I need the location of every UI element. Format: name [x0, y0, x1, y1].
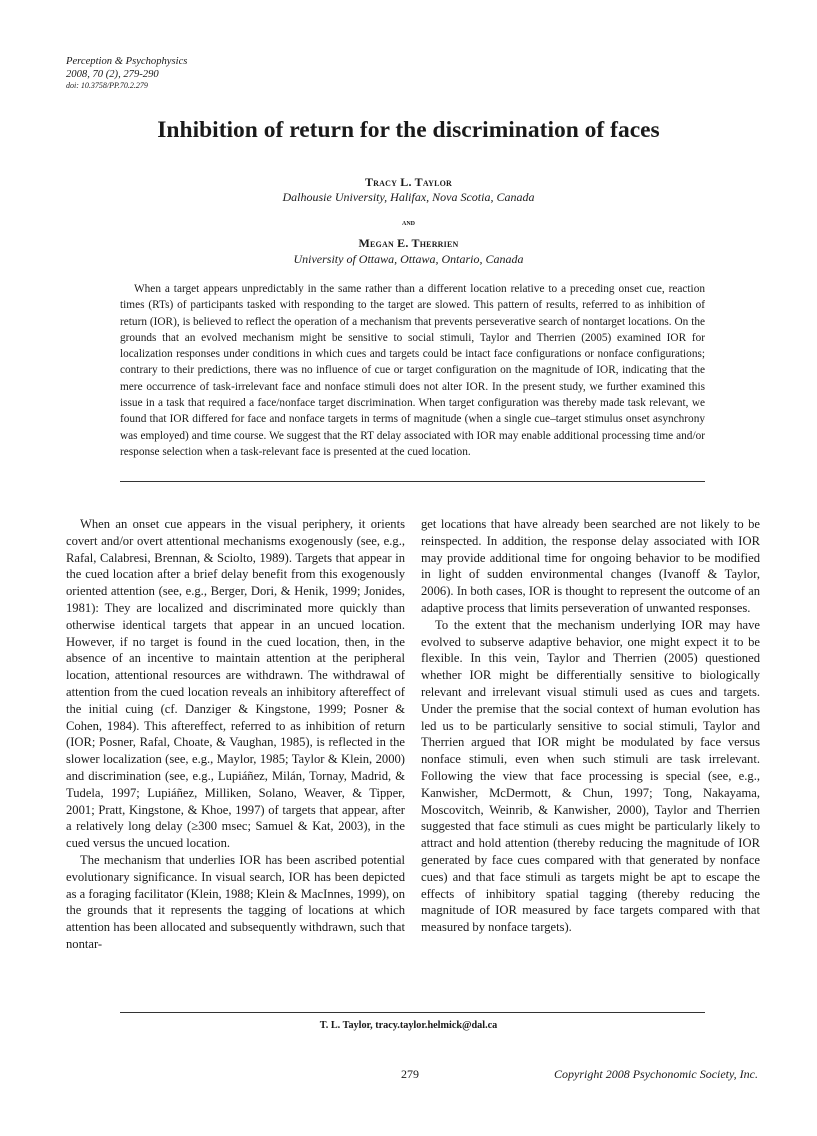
body-paragraph: get locations that have already been searched are not likely to be reinspected. In addition, the response delay associated with IOR may provide additional time for ongoing behavior to be modified in light of sudden environmental changes (Ivanoff & Taylor, 2006). In both cases, IOR is thought to represent the outcome of an adaptive process that limits perseveration of unwanted responses. [421, 517, 760, 615]
author-2-affiliation: University of Ottawa, Ottawa, Ontario, Canada [293, 252, 524, 266]
body-right-column [421, 516, 760, 936]
journal-header [66, 55, 187, 91]
paper-title: Inhibition of return for the discrimination of faces [157, 117, 660, 143]
author-2-name: Megan E. Therrien [358, 236, 459, 250]
page-number: 279 [401, 1067, 419, 1081]
journal-name: Perception & Psychophysics [66, 56, 188, 67]
body-left-column [66, 516, 405, 953]
footnote-divider [120, 1012, 705, 1013]
correspondence-footnote: T. L. Taylor, tracy.taylor.helmick@dal.ca [319, 1020, 498, 1031]
abstract-divider [120, 481, 705, 482]
body-paragraph: When an onset cue appears in the visual periphery, it orients covert and/or overt attentional mechanisms exogenously (see, e.g., Rafal, Calabresi, Brennan, & Sciolto, 1989). Targets that appear in the cued location after a brief delay benefit from this exogenously oriented attention (see, e.g., Berger, Dori, & Henik, 1999; Jonides, 1981): They are localized and discriminated more quickly than otherwise identical targets that appear in an uncued location. However, if no target is found in the cued location, then, in the absence of an incentive to maintain attention at the peripheral location, attentional resources are withdrawn. The withdrawal of attention from the cued location reveals an inhibitory aftereffect of the initial cuing (cf. Danziger & Kingstone, 1999; Posner & Cohen, 1984). This aftereffect, referred to as inhibition of return (IOR; Posner, Rafal, Choate, & Vaughan, 1985), is reflected in the slower localization (see, e.g., Maylor, 1985; Taylor & Klein, 2000) and discrimination (see, e.g., Lupiáñez, Milán, Tornay, Madrid, & Tudela, 1997; Lupiáñez, Milliken, Solano, Weaver, & Tipper, 2001; Pratt, Kingstone, & Khoe, 1997) of targets that appear, after a relatively long delay (≥300 msec; Samuel & Kat, 2003), in the cued versus the uncued location. [66, 517, 405, 851]
author-1-name: Tracy L. Taylor [364, 175, 453, 189]
abstract: When a target appears unpredictably in the same rather than a different location relative to a preceding onset cue, reaction times (RTs) of participants tasked with responding to the target are slowed. This pattern of results, referred to as inhibition of return (IOR), is believed to reflect the operation of a mechanism that prevents perseverative search of nontarget locations. On the grounds that an evolved mechanism might be sensitive to social stimuli, Taylor and Therrien (2005) examined IOR for localization responses under conditions in which cues and targets could be intact face configurations or nonface configurations; contrary to their predictions, there was no influence of cue or target configuration on the magnitude of IOR, indicating that the mere occurrence of task-irrelevant face and nonface stimuli does not alter IOR. In the present study, we further examined this issue in a task that required a face/nonface target discrimination. When target configuration was thereby made task relevant, we found that IOR differed for face and nonface targets in terms of magnitude (when a single cue–target stimulus onset asynchrony was employed) and time course. We suggest that the RT delay associated with IOR may enable additional processing time and/or response selection when a task-relevant face is presented at the cued location. [120, 283, 705, 458]
body-paragraph: The mechanism that underlies IOR has been ascribed potential evolutionary significance. In visual search, IOR has been depicted as a foraging facilitator (Klein, 1988; Klein & MacInnes, 1999), on the grounds that it represents the tagging of locations at which attention has been allocated and subsequently withdrawn, such that nontar- [66, 852, 405, 951]
copyright-notice: Copyright 2008 Psychonomic Society, Inc. [554, 1067, 758, 1081]
body-paragraph: To the extent that the mechanism underlying IOR may have evolved to subserve adaptive behavior, one might expect it to be flexible. In this vein, Taylor and Therrien (2005) questioned whether IOR might be differentially sensitive to biologically relevant and irrelevant visual stimuli used as cues and targets. Under the premise that the social context of human evolution has led us to be particularly sensitive to social stimuli, Taylor and Therrien argued that IOR might be modulated by face versus nonface stimuli, even when such stimuli are task irrelevant. Following the view that face processing is special (see, e.g., Kanwisher, McDermott, & Chun, 1997; Tong, Nakayama, Moscovitch, Weinrib, & Kanwisher, 2000), Taylor and Therrien suggested that face stimuli as cues might be particularly likely to attract and hold attention (thereby reducing the magnitude of IOR generated by face cues compared with that generated by nonface cues) and that face stimuli as targets might be apt to escape the effects of inhibitory spatial tagging (thereby reducing the magnitude of IOR measured by face targets compared with that measured by nonface targets). [421, 617, 760, 935]
author-separator: and [402, 217, 415, 227]
journal-volume-pages: 2008, 70 (2), 279-290 [66, 69, 159, 80]
journal-doi: doi: 10.3758/PP.70.2.279 [66, 81, 148, 90]
author-1-affiliation: Dalhousie University, Halifax, Nova Scotia, Canada [282, 190, 535, 204]
